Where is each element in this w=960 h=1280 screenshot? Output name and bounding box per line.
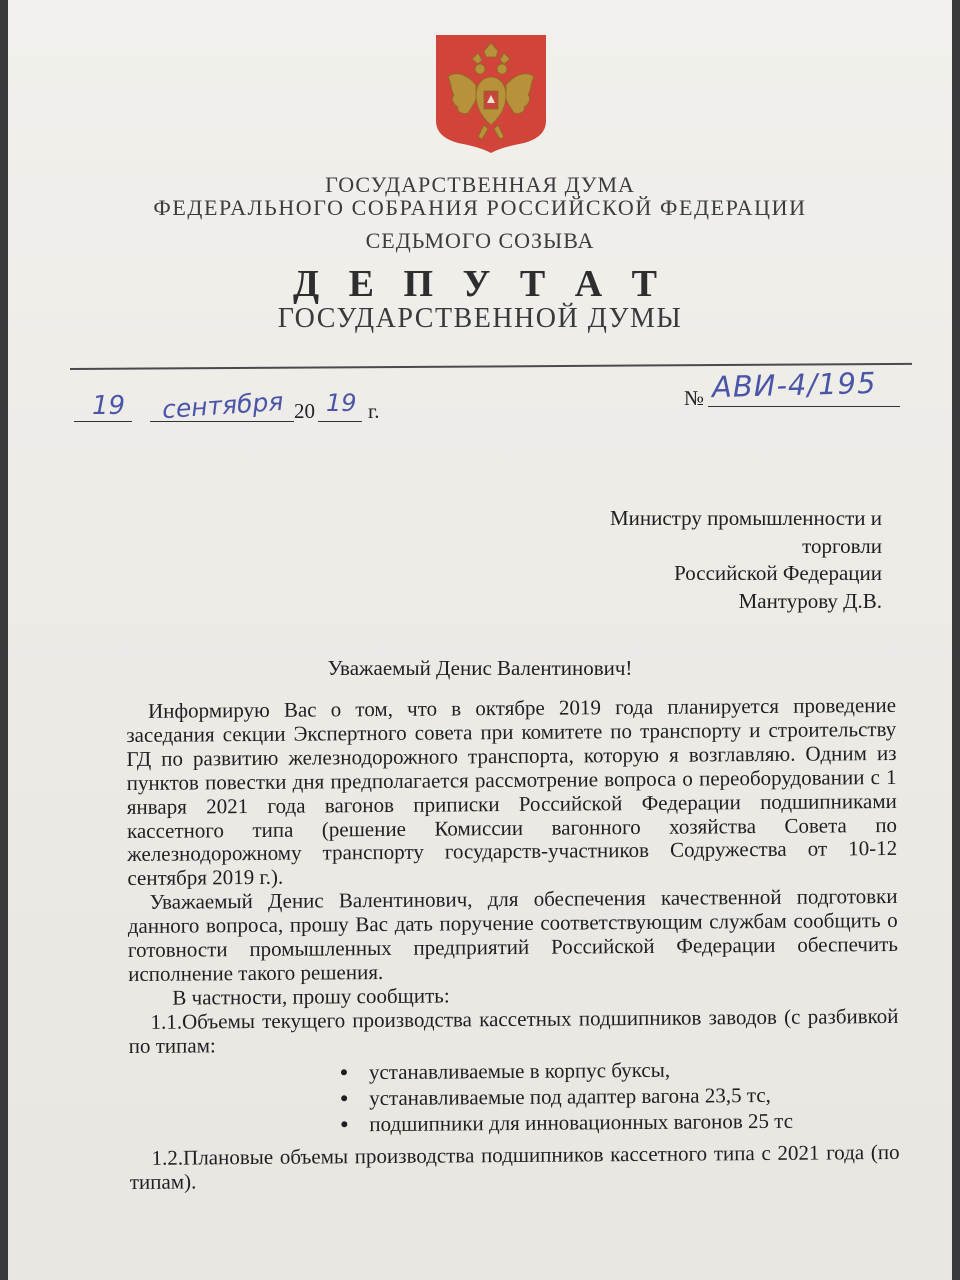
- date-year-end: г.: [368, 399, 380, 423]
- salutation: Уважаемый Денис Валентинович!: [327, 656, 633, 680]
- paragraph: В частности, прошу сообщить:: [172, 983, 450, 1010]
- date-month: сентября: [161, 386, 285, 425]
- paragraph: Уважаемый Денис Валентинович, для обеспечения качественной подготовки данного вопроса, прошу Вас дать поручение соответствующим службам сообщить о готовности промышленных предприятий Российской Федерации обеспечить исполнение такого решения.: [127, 884, 899, 986]
- duma-subtitle: ГОСУДАРСТВЕННОЙ ДУМЫ: [277, 303, 683, 334]
- date-year-prefix: 20: [294, 399, 315, 423]
- header-line-1: ГОСУДАРСТВЕННАЯ ДУМА: [325, 172, 635, 197]
- bullet-list: [129, 1055, 900, 1139]
- addressee-line: Мантурову Д.В.: [738, 588, 882, 613]
- letter-page: [8, 0, 952, 1280]
- date-field: [74, 385, 394, 435]
- year-underline: [318, 421, 362, 422]
- day-underline: [74, 421, 132, 422]
- bullet-icon: [341, 1069, 347, 1075]
- paragraph: 1.2.Плановые объемы производства подшипников кассетного типа с 2021 года (по типам).: [129, 1139, 900, 1194]
- bullet-icon: [341, 1121, 347, 1127]
- paragraph: 1.1.Объемы текущего производства кассетных подшипников заводов (с разбивкой по типам:: [128, 1003, 899, 1058]
- addressee-block: [462, 505, 882, 615]
- document-number-field: [684, 365, 934, 415]
- list-item-text: устанавливаемые под адаптер вагона 23,5 тс,: [369, 1082, 771, 1110]
- list-item: [129, 1107, 899, 1139]
- number-label: №: [684, 386, 705, 410]
- addressee-line: Министру промышленности и: [609, 506, 882, 530]
- addressee-line: торговли: [802, 533, 882, 558]
- deputy-title: Д Е П У Т А Т: [292, 263, 668, 305]
- coat-of-arms-icon: [432, 33, 550, 155]
- bullet-icon: [341, 1095, 347, 1101]
- number-underline: [708, 406, 900, 407]
- paragraph: Информирую Вас о том, что в октябре 2019 года планируется проведение заседания секции Экспертного совета при комитете по транспорту и строительству ГД по развитию железнодорожного транспорта, которую я возглавляю. Одним из пунктов повестки дня предполагается рассмотрение вопроса о переоборудовании с 1 января 2021 года вагонов приписки Российской Федерации подшипниками кассетного типа (решение Комиссии вагонного хозяйства Совета по железнодорожному транспорту государств-участников Содружества от 10-12 сентября 2019 г.).: [126, 692, 898, 891]
- date-year-suffix: 19: [326, 389, 357, 417]
- header-line-2: ФЕДЕРАЛЬНОГО СОБРАНИЯ РОССИЙСКОЙ ФЕДЕРАЦИИ: [153, 195, 807, 220]
- addressee-line: Российской Федерации: [674, 561, 882, 585]
- list-item-text: устанавливаемые в корпус буксы,: [368, 1057, 671, 1084]
- list-item-text: подшипники для инновационных вагонов 25 тс: [369, 1108, 794, 1136]
- letter-body: [126, 694, 900, 1194]
- date-day: 19: [92, 391, 126, 421]
- number-value: АВИ-4/195: [711, 365, 877, 405]
- header-line-3: СЕДЬМОГО СОЗЫВА: [365, 228, 595, 253]
